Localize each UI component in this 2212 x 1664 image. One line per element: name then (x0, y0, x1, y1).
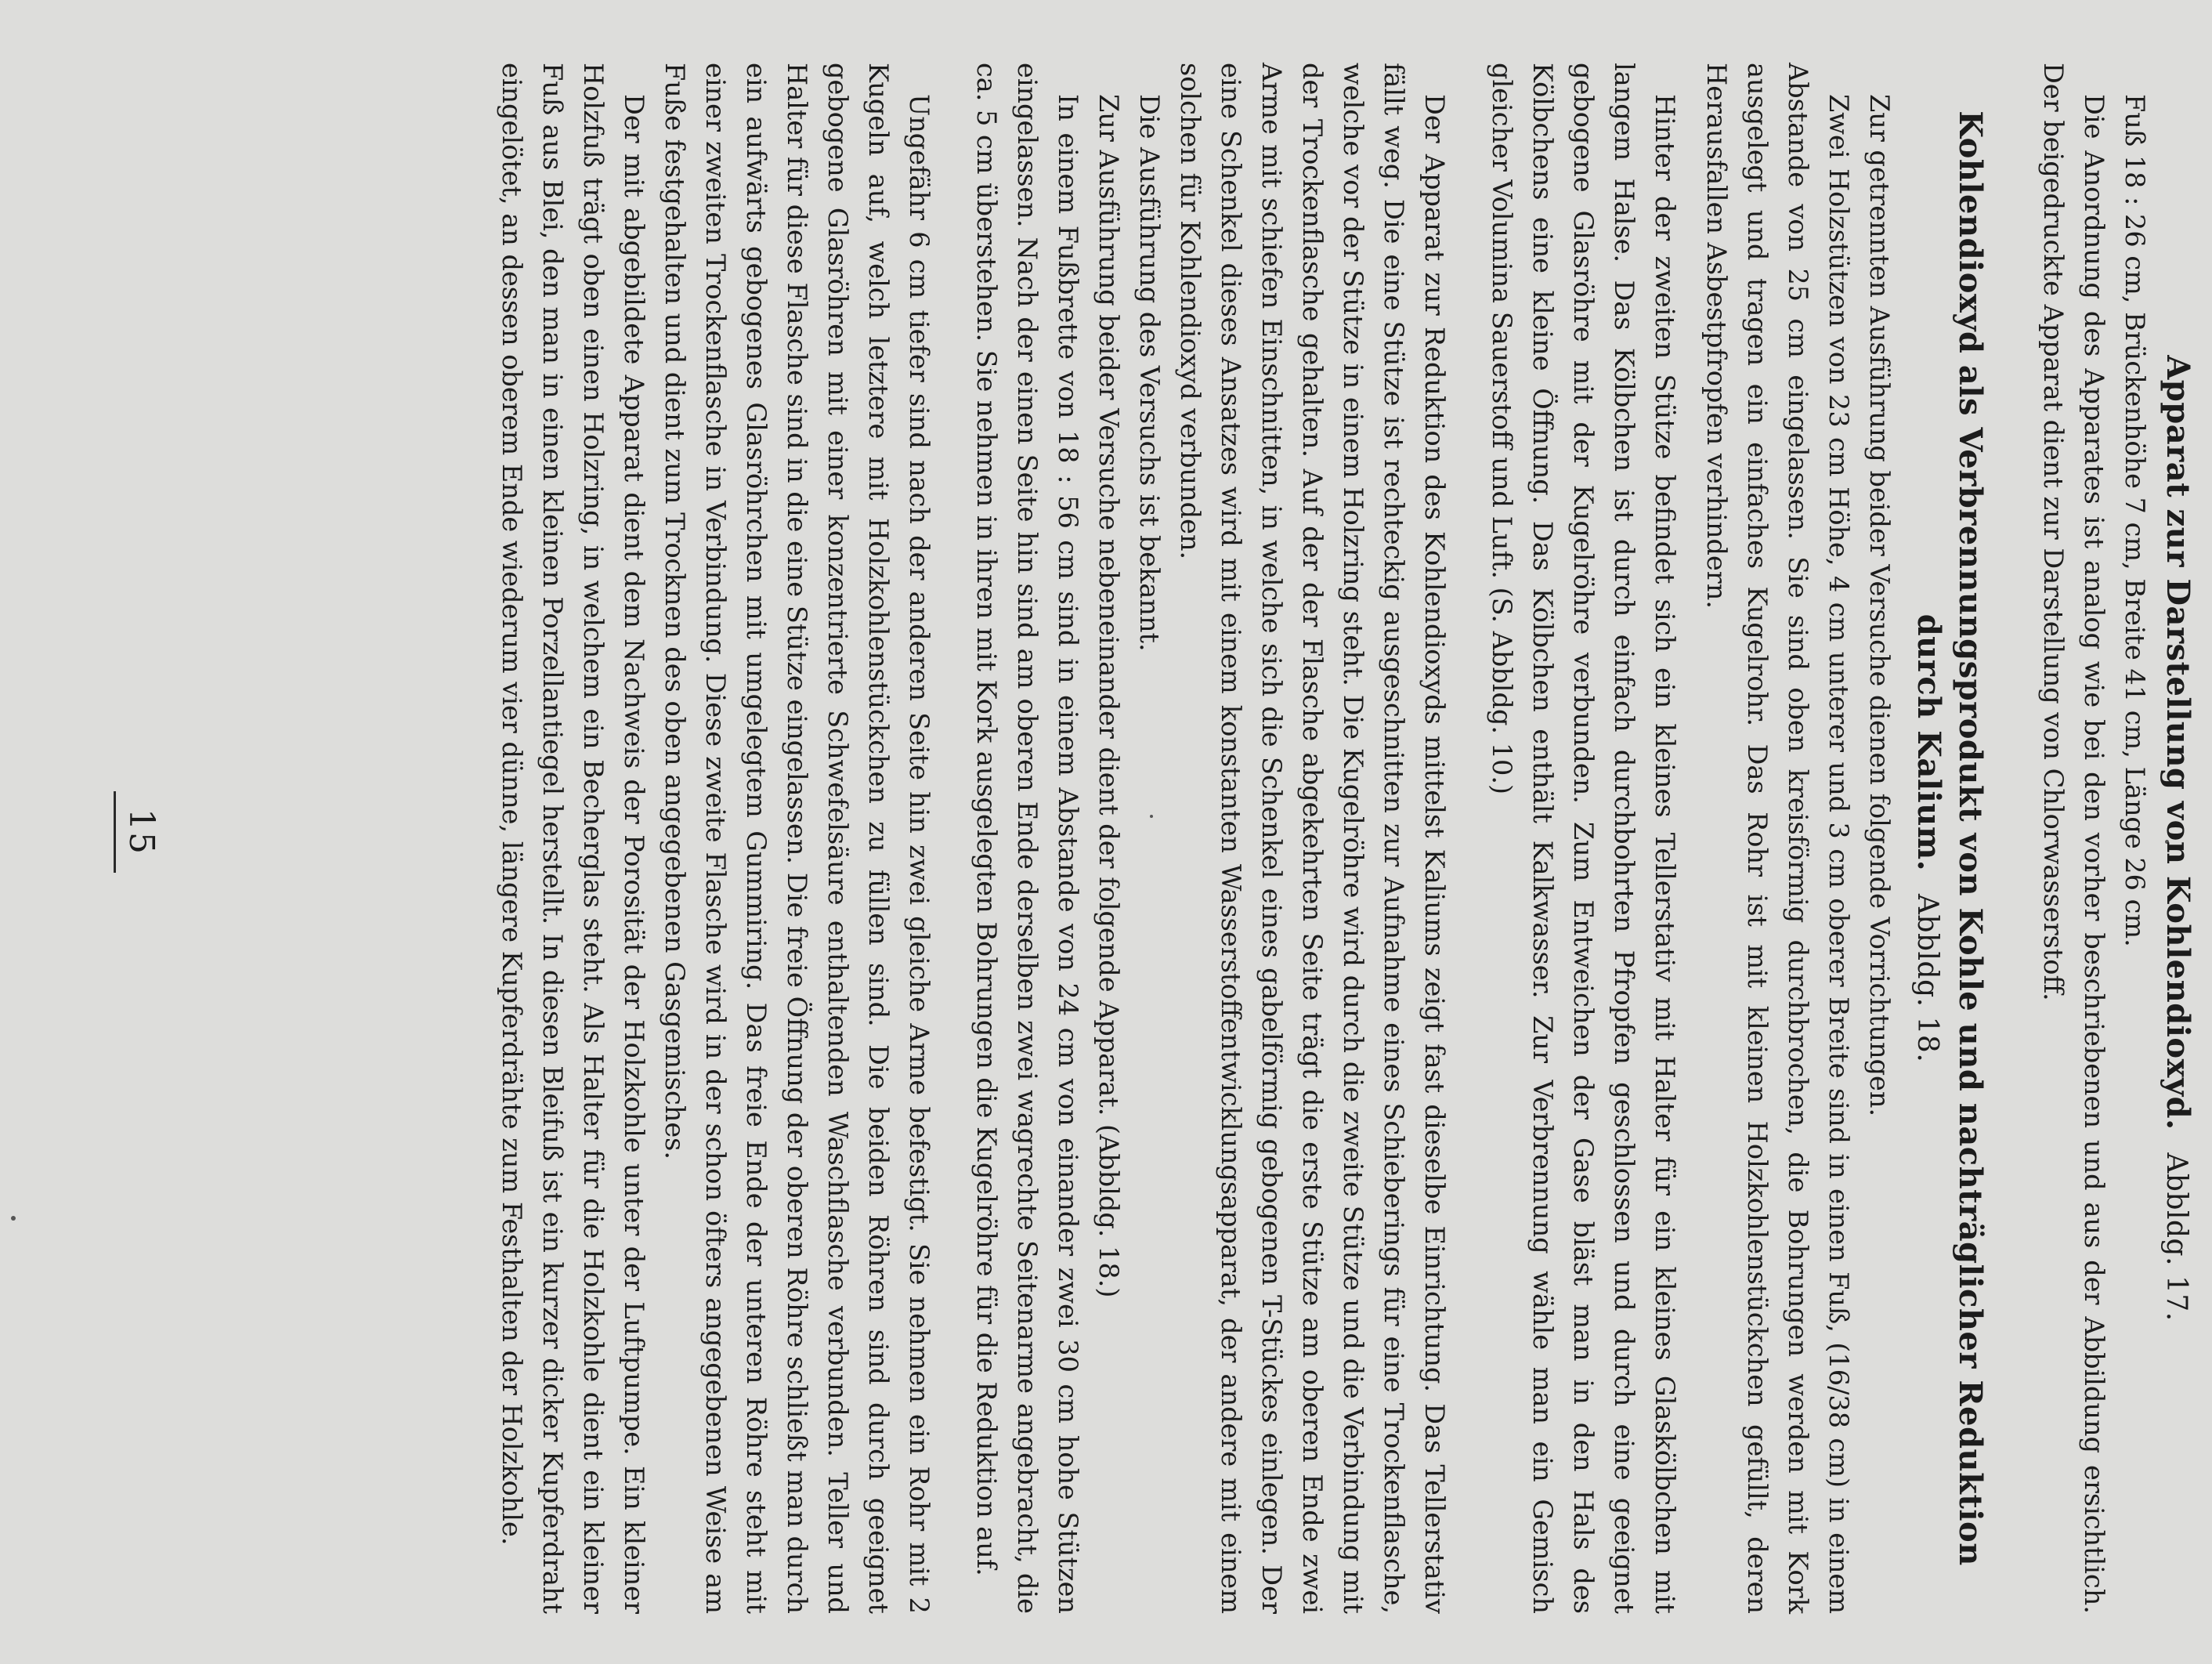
section2-heading (1952, 63, 1989, 1614)
section2-paragraph: Der mit abgebildete Apparat dient dem Nachweis der Porosität der Holzkohle unter der Luftpumpe. Ein kleiner Holzfuß trägt oben einen Holzring, in welchem ein Becherglas steht. Als Halter für die Holzkohle dient ein kleiner Fuß aus Blei, den man in einen kleinen Porzellantiegel herstellt. In diesen Bleifuß ist ein kurzer dicker Kupferdraht eingelötet, an dessen oberem Ende wiederum vier dünne, längere Kupferdrähte zum Festhalten der Holzkohle. (497, 63, 649, 1614)
section1-paragraph: Fuß 18 : 26 cm, Brückenhöhe 7 cm, Breite 41 cm, Länge 26 cm. (2120, 94, 2150, 947)
section1-paragraph: Die Anordnung des Apparates ist analog wie bei den vorher beschriebenen und aus der Abbildung ersichtlich. Der beigedruckte Apparat dient zur Darstellung von Chlorwasserstoff. (2038, 63, 2109, 1614)
section1-figure-ref: Abbldg. 17. (2160, 1152, 2192, 1322)
text-block (191, 63, 2196, 1614)
page-number: 15 (121, 808, 161, 856)
section2-heading-line2 (1910, 63, 1947, 1614)
section2-title-line2: durch Kalium. (1910, 613, 1947, 872)
section1-title: Apparat zur Darstellung von Kohlendioxyd. (2160, 355, 2196, 1130)
section2-title-line1: Kohlendioxyd als Verbrennungsprodukt von Kohle und nachträglicher Reduktion (1952, 110, 1989, 1566)
section1-heading (2160, 63, 2196, 1614)
page-number-rule (114, 791, 116, 873)
section2-paragraph: Die Ausführung des Versuchs ist bekannt. (1134, 94, 1165, 652)
section2-paragraph: Zur getrennten Ausführung beider Versuche dienen folgende Vorrichtungen. (1864, 94, 1895, 1117)
section2-paragraph: Der Apparat zur Reduktion des Kohlendioxyds mittelst Kaliums zeigt fast dieselbe Einrichtung. Das Tellerstativ fällt weg. Die eine Stütze ist rechteckig ausgeschnitten zur Aufnahme eines Schieberings für eine Trockenflasche, welche vor der Stütze in einem Holzring steht. Die Kugelröhre wird durch die zweite Stütze und die Verbindung mit der Trockenflasche gehalten. Auf der der Flasche abgekehrten Seite trägt die erste Stütze am oberen Ende zwei Arme mit schiefen Einschnitten, in welche sich die Schenkel eines gabelförmig gebogenen T-Stückes einlegen. Der eine Schenkel dieses Ansatzes wird mit einem konstanten Wasserstoffentwicklungsapparat, der andere mit einem solchen für Kohlendioxyd verbunden. (1175, 63, 1450, 1614)
section2-paragraph: In einem Fußbrette von 18 : 56 cm sind in einem Abstande von 24 cm von einander zwei 30 cm hohe Stützen eingelassen. Nach der einen Seite hin sind am oberen Ende derselben zwei wagrechte Seitenarme angebracht, die ca. 5 cm überstehen. Sie nehmen in ihren mit Kork ausgelegten Bohrungen die Kugelröhre für die Reduktion auf. (971, 63, 1083, 1614)
section2-paragraph: Zur Ausführung beider Versuche nebeneinander dient der folgende Apparat. (Abbldg. 18.) (1093, 94, 1124, 1298)
section2-paragraph: Ungefähr 6 cm tiefer sind nach der anderen Seite hin zwei gleiche Arme befestigt. Sie nehmen ein Rohr mit 2 Kugeln auf, welch letztere mit Holzkohlenstückchen zu füllen sind. Die beiden Röhren sind durch geeignet gebogene Glasröhren mit einer konzentrierte Schwefelsäure enthaltenden Waschflasche verbunden. Teller und Halter für diese Flasche sind in die eine Stütze eingelassen. Die freie Öffnung der oberen Röhre schließt man durch ein aufwärts gebogenes Glasröhrchen mit umgelegtem Gummiring. Das freie Ende der unteren Röhre steht mit einer zweiten Trockenflasche in Verbindung. Diese zweite Flasche wird in der schon öfters angegebenen Weise am Fuße festgehalten und dient zum Trocknen des oben angegebenen Gasgemisches. (660, 63, 934, 1614)
section2-paragraph: Hinter der zweiten Stütze befindet sich ein kleines Tellerstativ mit Halter für ein kleines Glaskölbchen mit langem Halse. Das Kölbchen ist durch einfach durchbohrten Pfropfen geschlossen und durch eine geeignet gebogene Glasröhre mit der Kugelröhre verbunden. Zum Entweichen der Gase bläst man in den Hals des Kölbchens eine kleine Öffnung. Das Kölbchen enthält Kalkwasser. Zur Verbrennung wähle man ein Gemisch gleicher Volumina Sauerstoff und Luft. (S. Abbldg. 10.) (1487, 63, 1680, 1614)
section2-figure-ref: Abbldg. 18. (1911, 893, 1943, 1063)
section2-paragraph: Zwei Holzstützen von 23 cm Höhe, 4 cm unterer und 3 cm oberer Breite sind in einen Fuß, (16/38 cm) in einem Abstande von 25 cm eingelassen. Sie sind oben kreisförmig durchbrochen, die Bohrungen werden mit Kork ausgelegt und tragen ein einfaches Kugelrohr. Das Rohr ist mit kleinen Holzkohlenstückchen gefüllt, deren Herausfallen Asbestpfropfen verhindern. (1701, 63, 1854, 1614)
